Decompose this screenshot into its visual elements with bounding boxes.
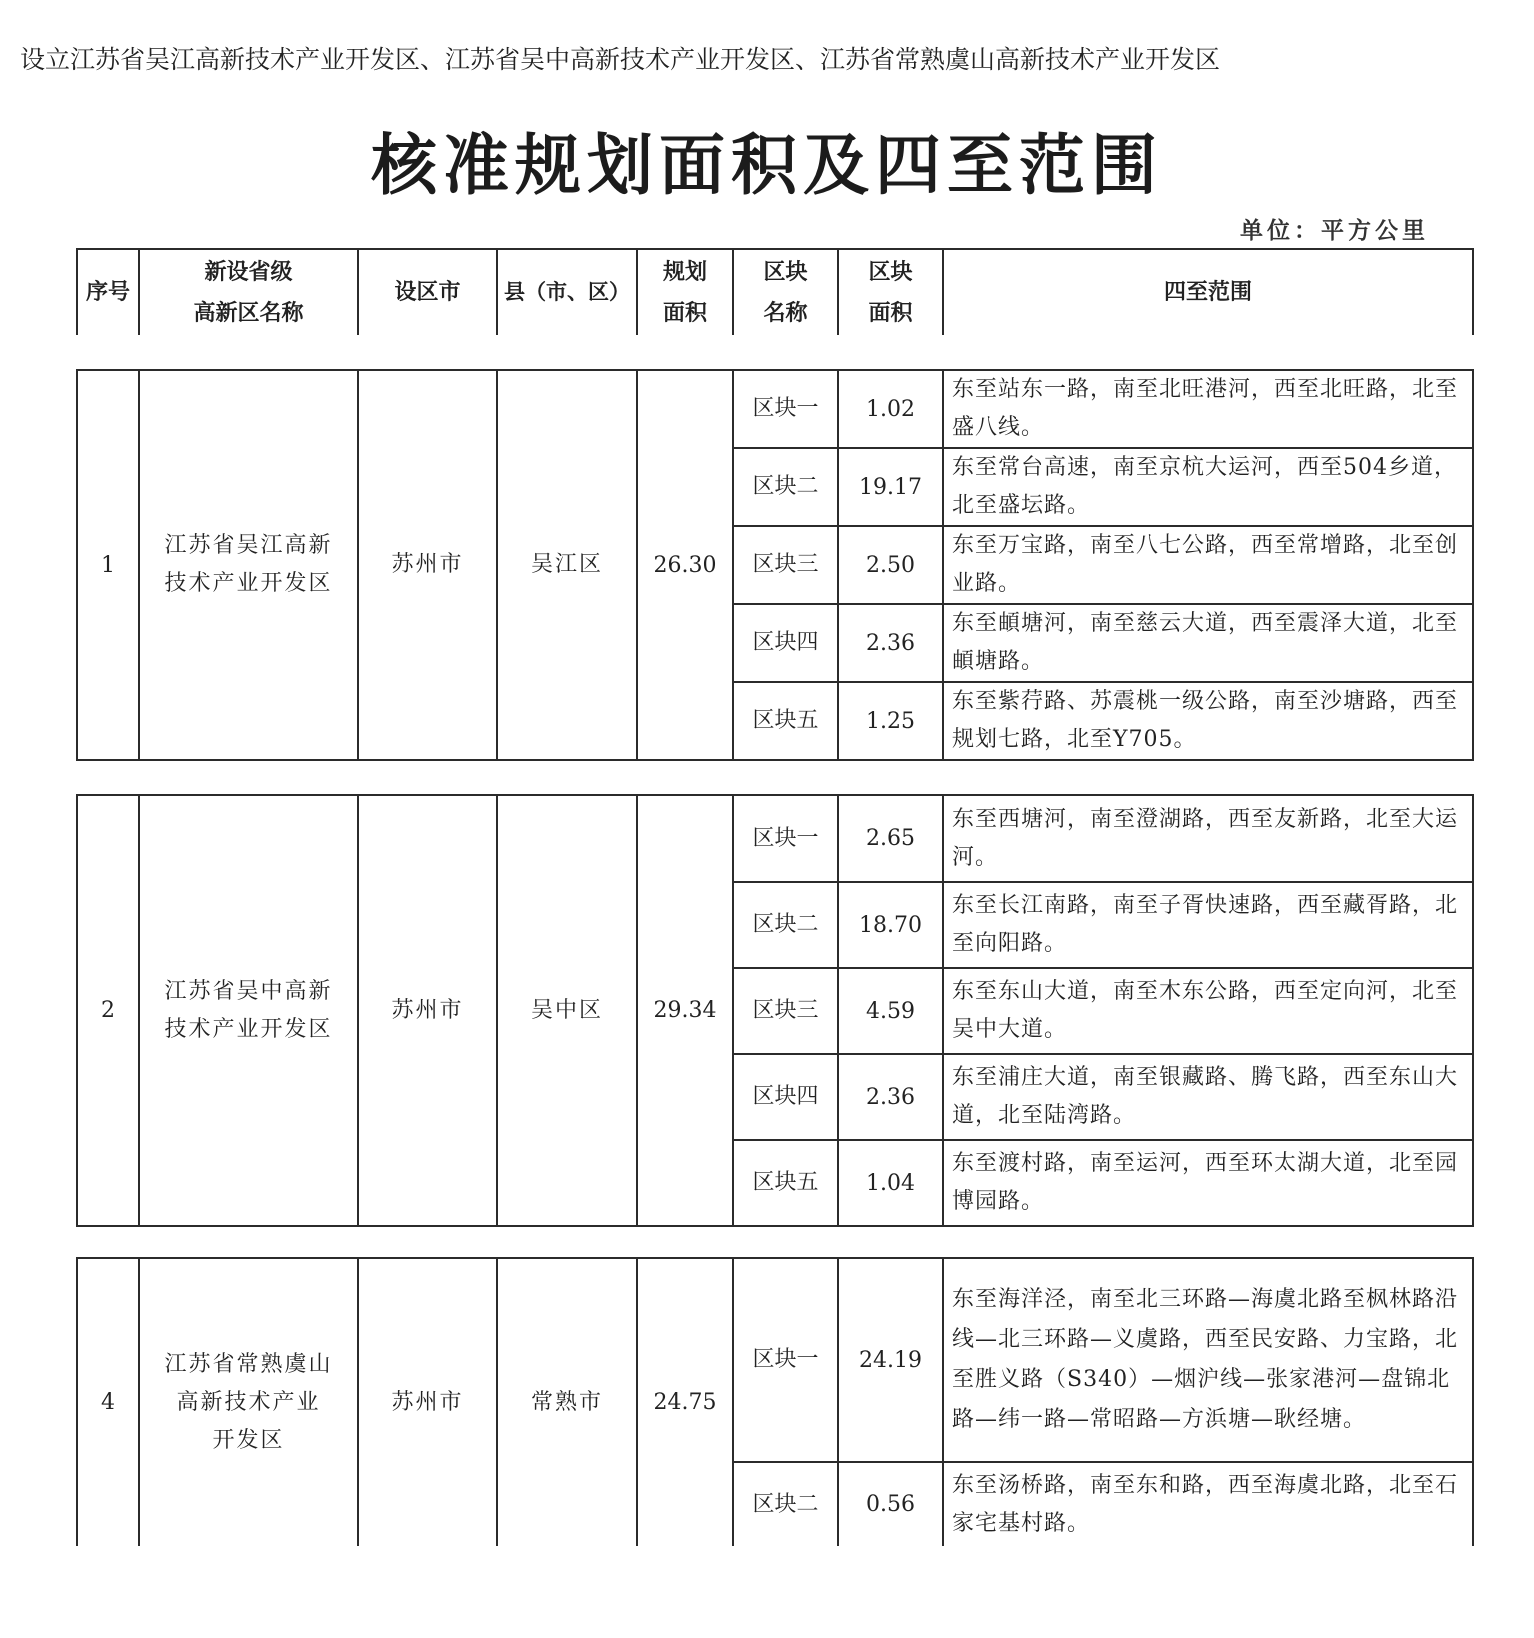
col-header-city: 设区市: [358, 249, 497, 335]
zone-name: [139, 370, 358, 760]
block-name: 区块四: [733, 604, 838, 682]
zone-seq: 2: [77, 795, 139, 1226]
block-area: 2.36: [838, 604, 943, 682]
col-header-area: [637, 249, 733, 335]
col-header-area-line2: 面积: [662, 300, 707, 326]
block-scope: 东至万宝路，南至八七公路，西至常增路，北至创业路。: [943, 526, 1473, 604]
block-scope: 东至海洋泾，南至北三环路—海虞北路至枫林路沿线—北三环路—义虞路，西至民安路、力宝路，北至胜义路（S340）—烟沪线—张家港河—盘锦北路—纬一路—常昭路—方浜塘—耿经塘。: [943, 1258, 1473, 1462]
zone-area: 29.34: [637, 795, 733, 1226]
zone-city: 苏州市: [358, 1258, 497, 1546]
zone-table-2: [76, 794, 1474, 1227]
col-header-county: 县（市、区）: [497, 249, 637, 335]
block-area: 19.17: [838, 448, 943, 526]
zone-seq: 4: [77, 1258, 139, 1546]
block-area: 4.59: [838, 968, 943, 1054]
block-name: 区块三: [733, 526, 838, 604]
block-scope: 东至站东一路，南至北旺港河，西至北旺路，北至盛八线。: [943, 370, 1473, 448]
zone-area: 26.30: [637, 370, 733, 760]
col-header-name-line1: 新设省级: [204, 259, 293, 285]
zone-name-line: 技术产业开发区: [164, 1016, 333, 1042]
zone-county: 吴中区: [497, 795, 637, 1226]
unit-label: 单位：平方公里: [1240, 217, 1429, 244]
block-name: 区块二: [733, 882, 838, 968]
zone-table-1: [76, 369, 1474, 761]
col-header-scope: 四至范围: [943, 249, 1473, 335]
block-area: 1.04: [838, 1140, 943, 1226]
block-scope: 东至长江南路，南至子胥快速路，西至藏胥路，北至向阳路。: [943, 882, 1473, 968]
block-name: 区块一: [733, 795, 838, 882]
block-area: 1.25: [838, 682, 943, 760]
zone-county: 吴江区: [497, 370, 637, 760]
col-header-seq: 序号: [77, 249, 139, 335]
block-area: 0.56: [838, 1462, 943, 1546]
zone-county: 常熟市: [497, 1258, 637, 1546]
block-name: 区块一: [733, 1258, 838, 1462]
col-header-block-area-line1: 区块: [868, 259, 913, 285]
block-scope: 东至浦庄大道，南至银藏路、腾飞路，西至东山大道，北至陆湾路。: [943, 1054, 1473, 1140]
block-name: 区块一: [733, 370, 838, 448]
block-name: 区块二: [733, 448, 838, 526]
block-scope: 东至西塘河，南至澄湖路，西至友新路，北至大运河。: [943, 795, 1473, 882]
block-area: 18.70: [838, 882, 943, 968]
col-header-name: [139, 249, 358, 335]
col-header-block-name-line2: 名称: [763, 300, 808, 326]
zone-name-line: 开发区: [212, 1427, 285, 1453]
block-name: 区块五: [733, 682, 838, 760]
table-row: [77, 370, 1473, 448]
zone-name-line: 江苏省常熟虞山: [164, 1351, 333, 1377]
zone-name-line: 技术产业开发区: [164, 571, 333, 596]
block-scope: 东至汤桥路，南至东和路，西至海虞北路，北至石家宅基村路。: [943, 1462, 1473, 1546]
page-caption: 设立江苏省吴江高新技术产业开发区、江苏省吴中高新技术产业开发区、江苏省常熟虞山高新技术产业开发区: [20, 45, 1221, 74]
col-header-area-line1: 规划: [662, 259, 707, 285]
block-name: 区块五: [733, 1140, 838, 1226]
block-scope: 东至渡村路，南至运河，西至环太湖大道，北至园博园路。: [943, 1140, 1473, 1226]
zone-table-4: [76, 1257, 1474, 1546]
block-name: 区块四: [733, 1054, 838, 1140]
table-row: [77, 1258, 1473, 1462]
col-header-block-area: [838, 249, 943, 335]
document-title: 核准规划面积及四至范围: [371, 127, 1163, 204]
block-scope: 东至紫荇路、苏震桃一级公路，南至沙塘路，西至规划七路，北至Y705。: [943, 682, 1473, 760]
block-scope: 东至頔塘河，南至慈云大道，西至震泽大道，北至頔塘路。: [943, 604, 1473, 682]
col-header-block-name-line1: 区块: [763, 259, 808, 285]
block-area: 2.65: [838, 795, 943, 882]
block-scope: 东至东山大道，南至木东公路，西至定向河，北至吴中大道。: [943, 968, 1473, 1054]
block-area: 2.36: [838, 1054, 943, 1140]
zone-name-line: 江苏省吴江高新: [164, 533, 333, 558]
zone-name-line: 高新技术产业: [176, 1389, 321, 1415]
block-area: 1.02: [838, 370, 943, 448]
block-area: 24.19: [838, 1258, 943, 1462]
zone-city: 苏州市: [358, 795, 497, 1226]
table-row: [77, 795, 1473, 882]
zone-name: [139, 1258, 358, 1546]
zone-city: 苏州市: [358, 370, 497, 760]
block-area: 2.50: [838, 526, 943, 604]
zone-seq: 1: [77, 370, 139, 760]
col-header-name-line2: 高新区名称: [193, 300, 304, 326]
block-name: 区块二: [733, 1462, 838, 1546]
col-header-block-name: [733, 249, 838, 335]
block-scope: 东至常台高速，南至京杭大运河，西至504乡道，北至盛坛路。: [943, 448, 1473, 526]
block-name: 区块三: [733, 968, 838, 1054]
table-header: [76, 248, 1474, 335]
zone-name-line: 江苏省吴中高新: [164, 978, 333, 1004]
col-header-block-area-line2: 面积: [868, 300, 913, 326]
zone-name: [139, 795, 358, 1226]
zone-area: 24.75: [637, 1258, 733, 1546]
